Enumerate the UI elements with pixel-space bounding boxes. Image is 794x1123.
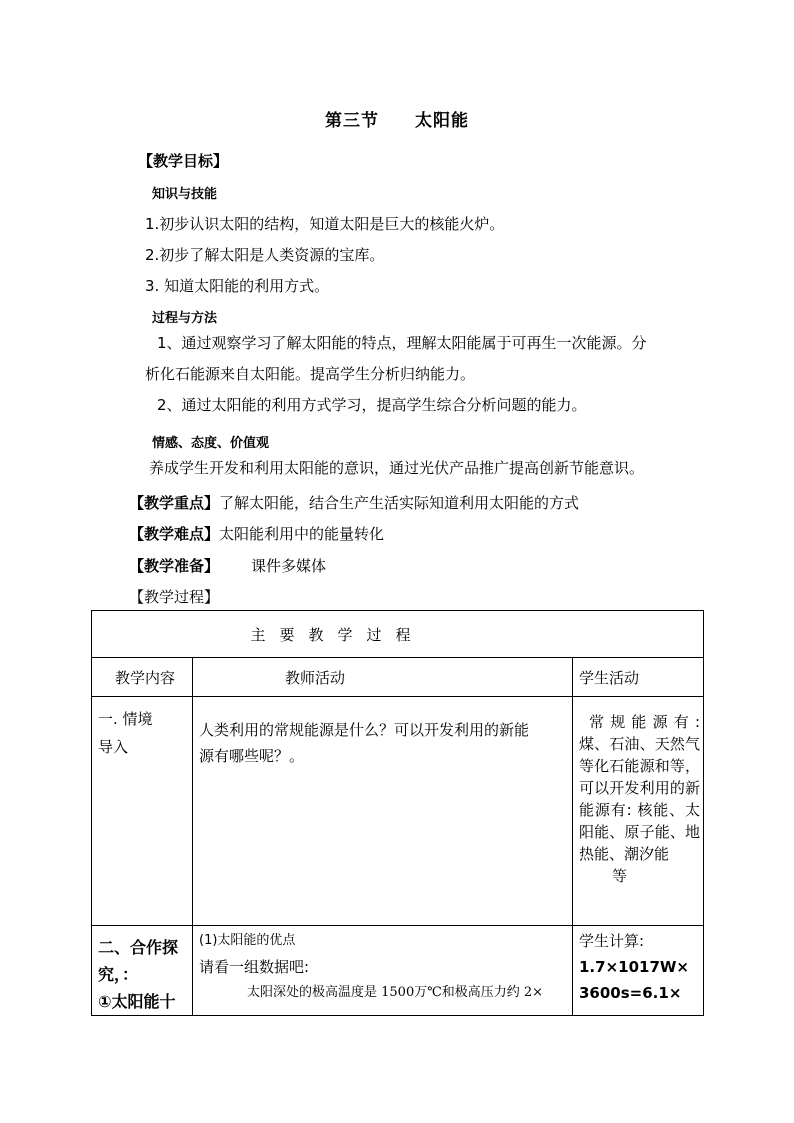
key-point [129, 492, 579, 513]
table-header [92, 611, 704, 658]
title-part-1: 第三节 [325, 111, 379, 131]
row2-content [92, 926, 193, 1016]
preparation-label: 【教学准备】 [129, 557, 220, 575]
row1-teacher-line-2: 源有哪些呢？。 [199, 747, 305, 765]
row2-student-line-2: 1.7×1017W× [579, 958, 690, 976]
title-part-2: 太阳能 [415, 111, 469, 131]
knowledge-item-3: 3. 知道太阳能的利用方式。 [145, 277, 330, 295]
preparation [129, 555, 326, 576]
row2-student-line-3: 3600s=6.1× [579, 984, 682, 1002]
goals-heading: 【教学目标】 [138, 152, 229, 170]
row2-student-line-1: 学生计算: [579, 932, 645, 950]
process-heading: 【教学过程】 [129, 588, 220, 606]
column-header-content: 教学内容 [92, 658, 193, 697]
column-header-teacher: 教师活动 [193, 658, 573, 697]
difficulty-label: 【教学难点】 [129, 525, 220, 543]
row2-teacher-line-1: (1)太阳能的优点 [199, 933, 296, 948]
row2-teacher [193, 926, 573, 1016]
difficulty [129, 523, 384, 544]
knowledge-heading: 知识与技能 [152, 187, 218, 202]
process-method-line-1: 1、通过观察学习了解太阳能的特点，理解太阳能属于可再生一次能源。分 [157, 334, 647, 352]
attitude-heading: 情感、态度、价值观 [152, 436, 270, 451]
preparation-text: 课件多媒体 [251, 557, 327, 575]
column-header-student: 学生活动 [573, 658, 704, 697]
row1-content-line-1: 一. 情境 [98, 710, 153, 728]
row2-teacher-line-3: 太阳深处的极高温度是 1500万℃和极高压力约 2× [247, 985, 544, 1000]
row1-content [92, 697, 193, 926]
knowledge-item-2: 2.初步了解太阳是人类资源的宝库。 [145, 246, 385, 264]
row1-student [573, 697, 704, 926]
knowledge-item-1: 1.初步认识太阳的结构，知道太阳是巨大的核能火炉。 [145, 215, 505, 233]
row1-content-line-2: 导入 [98, 738, 129, 756]
row1-student-text: 常规能源有: 煤、石油、天然气等化石能源和等，可以开发利用的新能源有: 核能、太阳能、原子能、地热能、潮汐能 [579, 713, 701, 863]
table-row [92, 926, 704, 1016]
table-row [92, 697, 704, 926]
row2-student [573, 926, 704, 1016]
teaching-process-table [91, 610, 704, 1016]
row2-content-line-2: 究，： [98, 965, 139, 984]
process-method-line-2: 析化石能源来自太阳能。提高学生分析归纳能力。 [145, 365, 476, 383]
row1-student-tail: 等 [612, 867, 628, 885]
difficulty-text: 太阳能利用中的能量转化 [219, 525, 385, 543]
row2-content-line-1: 二、合作探 [98, 938, 179, 957]
table-header-text: 主要教学过程 [250, 625, 425, 644]
row2-content-line-3: ①太阳能十 [98, 992, 176, 1011]
process-method-line-3: 2、通过太阳能的利用方式学习，提高学生综合分析问题的能力。 [157, 396, 587, 414]
row1-teacher [193, 697, 573, 926]
key-point-label: 【教学重点】 [129, 494, 220, 512]
key-point-text: 了解太阳能，结合生产生活实际知道利用太阳能的方式 [219, 494, 580, 512]
process-method-heading: 过程与方法 [152, 311, 218, 326]
attitude-text: 养成学生开发和利用太阳能的意识，通过光伏产品推广提高创新节能意识。 [149, 459, 645, 477]
row1-teacher-line-1: 人类利用的常规能源是什么？可以开发利用的新能 [199, 721, 530, 739]
page-title [0, 106, 794, 131]
row2-teacher-line-2: 请看一组数据吧: [199, 958, 310, 976]
